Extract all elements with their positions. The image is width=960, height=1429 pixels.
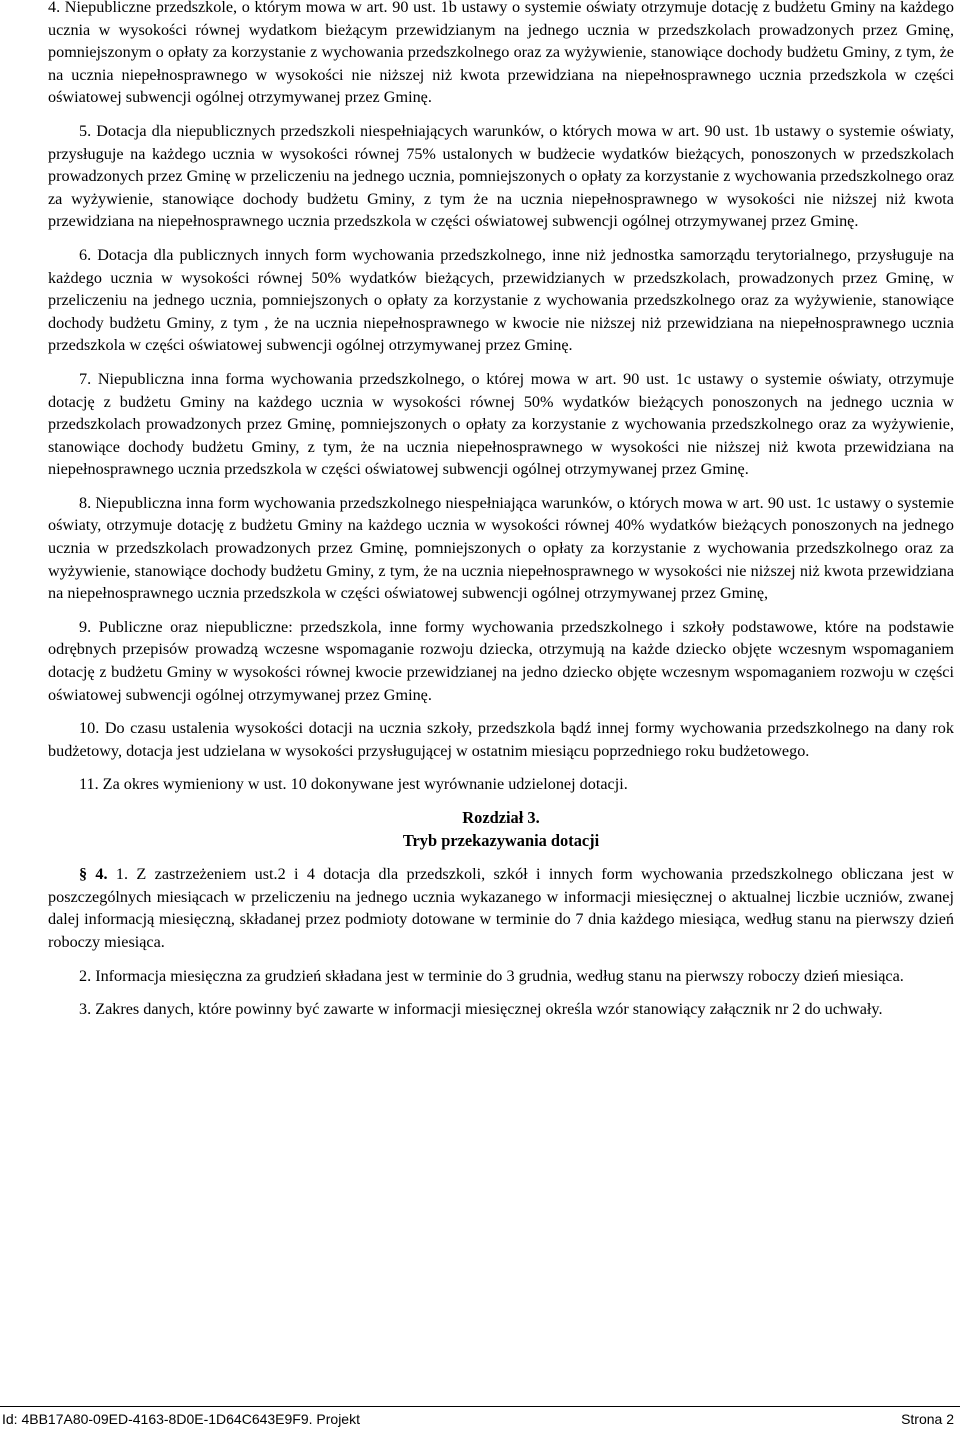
paragraph-5: 5. Dotacja dla niepublicznych przedszkoli niespełniających warunków, o których mowa w art. 90 ust. 1b ustawy o systemie oświaty, przysługuje na każdego ucznia w wysokości równej 75% ustalonych w budżecie wydatków bieżących, ponoszonych w przedszkolach prowadzonych przez Gminę w przeliczeniu na jednego ucznia, pomniejszonych o opłaty za korzystanie z wychowania przedszkolnego oraz za wyżywienie, stanowiące dochody budżetu Gminy, z tym że na ucznia niepełnosprawnego w wysokości nie niższej niż kwota przewidziana na niepełnosprawnego ucznia przedszkola w części oświatowej subwencji ogólnej otrzymywanej przez Gminę. xyxy=(48,121,954,231)
paragraph-11: 11. Za okres wymieniony w ust. 10 dokonywane jest wyrównanie udzielonej dotacji. xyxy=(79,775,628,794)
footer-document-id: Id: 4BB17A80-09ED-4163-8D0E-1D64C643E9F9. Projekt xyxy=(2,1411,360,1427)
section-4-paragraph-3: 3. Zakres danych, które powinny być zawarte w informacji miesięcznej określa wzór stanowiący załącznik nr 2 do uchwały. xyxy=(79,1000,883,1019)
paragraph-6: 6. Dotacja dla publicznych innych form wychowania przedszkolnego, inne niż jednostka samorządu terytorialnego, przysługuje na każdego ucznia w wysokości równej 50% wydatków bieżących, przewidzianych w przedszkolach, prowadzonych przez Gminę, w przeliczeniu na jednego ucznia, pomniejszonych o opłaty za korzystanie z wychowania przedszkolnego oraz za wyżywienie, stanowiące dochody budżetu Gminy, z tym , że na ucznia niepełnosprawnego w kwocie nie niższej niż przewidziana na niepełnosprawnego ucznia przedszkola w części oświatowej subwencji ogólnej otrzymywanej przez Gminę. xyxy=(48,245,954,355)
paragraph-10: 10. Do czasu ustalenia wysokości dotacji na ucznia szkoły, przedszkola bądź innej formy wychowania przedszkolnego na dany rok budżetowy, dotacja jest udzielana w wysokości przysługującej w ostatnim miesiącu poprzedniego roku budżetowego. xyxy=(48,719,954,760)
section-4-paragraph-1-text: 1. Z zastrzeżeniem ust.2 i 4 dotacja dla przedszkoli, szkół i innych form wychowania przedszkolnego obliczana jest w poszczególnych miesiącach w przeliczeniu na jednego ucznia wykazanego w informacji miesięcznej o aktualnej liczbie uczniów, zwanej dalej informacją miesięczną, składanej przez podmioty dotowane w terminie do 7 dnia każdego miesiąca, według stanu na pierwszy dzień roboczy miesiąca. xyxy=(48,865,954,951)
paragraph-4: 4. Niepubliczne przedszkole, o którym mowa w art. 90 ust. 1b ustawy o systemie oświaty otrzymuje dotację z budżetu Gminy na każdego ucznia w wysokości równej wydatkom bieżącym przewidzianym na jednego ucznia w przedszkolach prowadzonych przez Gminę, pomniejszonym o opłaty za korzystanie z wychowania przedszkolnego oraz za wyżywienie, stanowiące dochody budżetu Gminy, z tym, że na ucznia niepełnosprawnego w wysokości nie niższej niż kwota przewidziana na niepełnosprawnego ucznia przedszkola w części oświatowej subwencji ogólnej otrzymywanej przez Gminę. xyxy=(48,0,954,107)
section-4-paragraph-2: 2. Informacja miesięczna za grudzień składana jest w terminie do 3 grudnia, według stanu na pierwszy roboczy dzień miesiąca. xyxy=(79,966,904,985)
paragraph-7: 7. Niepubliczna inna forma wychowania przedszkolnego, o której mowa w art. 90 ust. 1c ustawy o systemie oświaty, otrzymuje dotację z budżetu Gminy na każdego ucznia w wysokości równej 50% wydatków bieżących ponoszonych na jednego ucznia w przedszkolach prowadzonych przez Gminę, pomniejszonych o opłaty za korzystanie z wychowania przedszkolnego oraz za wyżywienie, stanowiące dochody budżetu Gminy, z tym, że na ucznia niepełnosprawnego w wysokości nie niższej niż kwota przewidziana na niepełnosprawnego ucznia przedszkola w części oświatowej subwencji ogólnej otrzymywanej przez Gminę. xyxy=(48,369,954,479)
footer-divider xyxy=(0,1406,960,1407)
section-4-paragraph-1 xyxy=(48,863,954,953)
document-page xyxy=(48,0,954,1021)
chapter-title: Tryb przekazywania dotacji xyxy=(402,830,600,850)
paragraph-9: 9. Publiczne oraz niepubliczne: przedszkola, inne formy wychowania przedszkolnego i szkoły podstawowe, które na podstawie odrębnych przepisów prowadzą wczesne wspomaganie rozwoju dziecka, otrzymują na każde dziecko objęte wczesnym wspomaganiem dotację z budżetu Gminy w wysokości równej kwocie przewidzianej na jedno dziecko objęte wczesnym wspomaganiem rozwoju w części oświatowej subwencji ogólnej otrzymywanej przez Gminę. xyxy=(48,617,954,704)
chapter-number: Rozdział 3. xyxy=(462,808,540,827)
footer-page-number: Strona 2 xyxy=(901,1411,954,1427)
section-marker: § 4. xyxy=(79,865,108,884)
paragraph-8: 8. Niepubliczna inna form wychowania przedszkolnego niespełniająca warunków, o których mowa w art. 90 ust. 1c ustawy o systemie oświaty, otrzymuje dotację z budżetu Gminy na każdego ucznia w wysokości równej 40% wydatków bieżących ponoszonych na jednego ucznia w przedszkolach prowadzonych przez Gminę, pomniejszonych o opłaty za korzystanie z wychowania przedszkolnego oraz za wyżywienie, stanowiące dochody budżetu Gminy, z tym, że na ucznia niepełnosprawnego w wysokości nie niższej niż kwota przewidziana na niepełnosprawnego ucznia przedszkola w części oświatowej subwencji ogólnej otrzymywanej przez Gminę, xyxy=(48,493,954,603)
